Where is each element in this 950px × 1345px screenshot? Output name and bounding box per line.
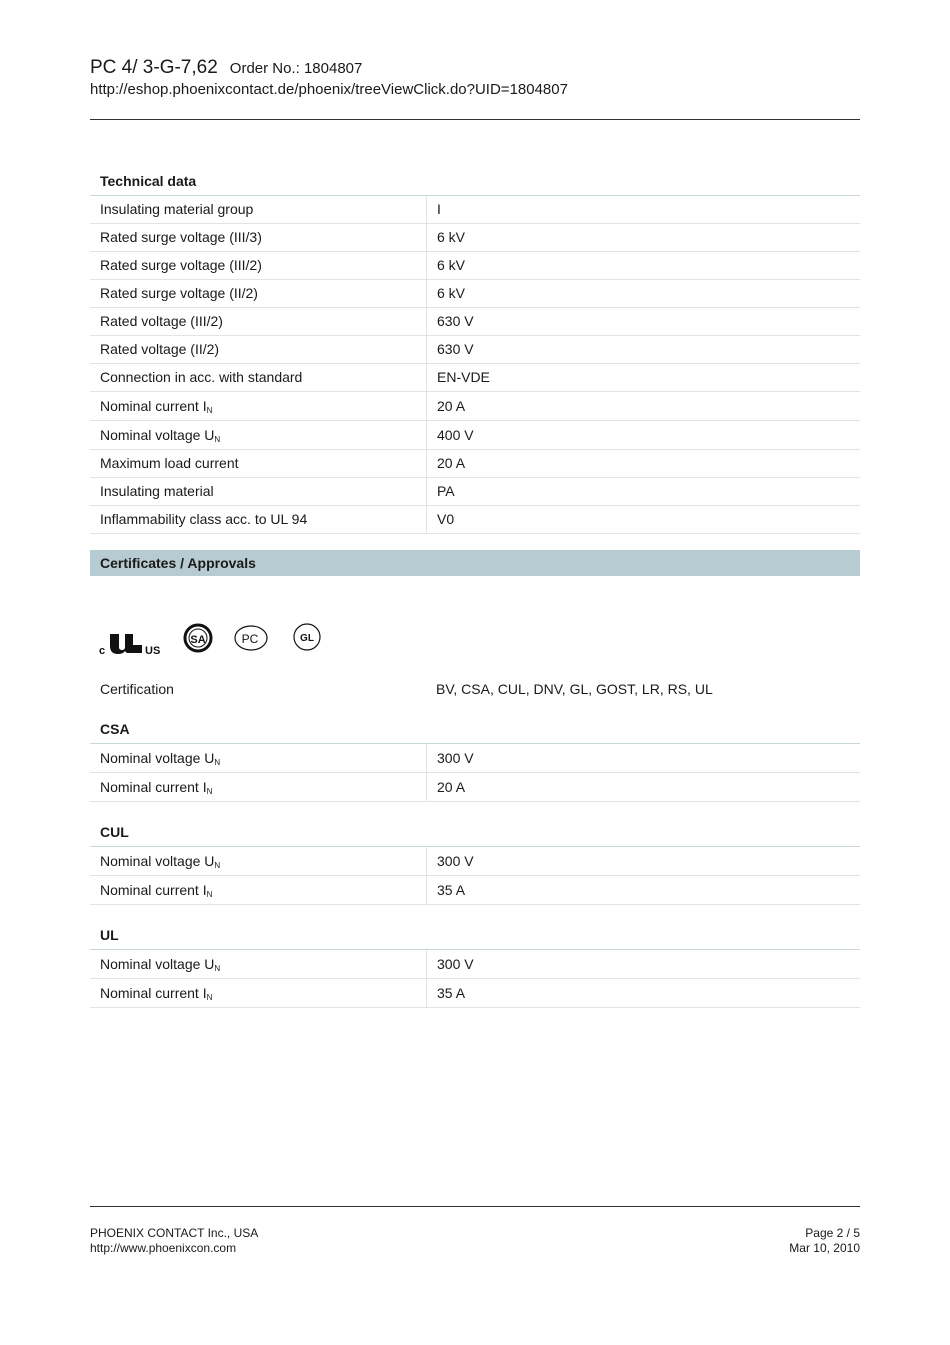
label-subscript: N bbox=[214, 758, 221, 767]
table-row bbox=[90, 308, 860, 336]
print-date: Mar 10, 2010 bbox=[789, 1241, 860, 1255]
label-subscript: N bbox=[214, 861, 221, 870]
row-label: Rated surge voltage (II/2) bbox=[90, 280, 427, 307]
approval-logos bbox=[90, 576, 860, 670]
technical-data-table bbox=[90, 196, 860, 534]
footer-right bbox=[789, 1226, 860, 1256]
row-label bbox=[90, 421, 427, 449]
technical-data-heading: Technical data bbox=[90, 167, 860, 196]
label-text: Nominal voltage U bbox=[100, 956, 215, 972]
row-value: PA bbox=[437, 483, 455, 499]
row-label bbox=[90, 950, 427, 978]
table-row bbox=[90, 506, 860, 534]
label-subscript: N bbox=[214, 964, 221, 973]
row-value: 6 kV bbox=[437, 285, 466, 301]
table-row bbox=[90, 876, 860, 905]
ul-heading: UL bbox=[90, 921, 860, 950]
row-value: 300 V bbox=[437, 853, 474, 869]
cul-us-text: US bbox=[145, 645, 161, 657]
cul-us-logo bbox=[98, 628, 162, 658]
csa-logo bbox=[183, 622, 213, 654]
table-row bbox=[90, 421, 860, 450]
row-value: 35 A bbox=[437, 882, 466, 898]
row-value: EN-VDE bbox=[437, 369, 490, 385]
label-text: Nominal voltage U bbox=[100, 853, 215, 869]
footer-divider bbox=[90, 1206, 860, 1207]
row-value: 300 V bbox=[437, 956, 474, 972]
label-text: Nominal voltage U bbox=[100, 427, 215, 443]
row-label bbox=[90, 773, 427, 801]
row-label bbox=[90, 876, 427, 904]
certification-row bbox=[90, 679, 860, 699]
row-value: 20 A bbox=[437, 779, 466, 795]
label-subscript: N bbox=[206, 890, 213, 899]
table-row bbox=[90, 364, 860, 392]
label-subscript: N bbox=[206, 787, 213, 796]
certification-value: BV, CSA, CUL, DNV, GL, GOST, LR, RS, UL bbox=[436, 681, 713, 697]
row-value: V0 bbox=[437, 511, 455, 527]
row-value: 35 A bbox=[437, 985, 466, 1001]
row-label bbox=[90, 392, 427, 420]
row-label: Insulating material group bbox=[90, 196, 427, 223]
row-label bbox=[90, 744, 427, 772]
row-label: Insulating material bbox=[90, 478, 427, 505]
row-value: 630 V bbox=[437, 341, 474, 357]
row-value: 300 V bbox=[437, 750, 474, 766]
table-row bbox=[90, 478, 860, 506]
row-value: 630 V bbox=[437, 313, 474, 329]
label-text: Nominal current I bbox=[100, 779, 207, 795]
table-row bbox=[90, 773, 860, 802]
spacer bbox=[90, 905, 860, 921]
gl-logo bbox=[292, 622, 322, 652]
row-label: Rated surge voltage (III/3) bbox=[90, 224, 427, 251]
label-text: Nominal current I bbox=[100, 398, 207, 414]
footer-left bbox=[90, 1226, 258, 1256]
row-label bbox=[90, 979, 427, 1007]
product-name: PC 4/ 3-G-7,62 bbox=[90, 57, 218, 78]
spacer bbox=[90, 699, 860, 715]
company-name: PHOENIX CONTACT Inc., USA bbox=[90, 1226, 259, 1240]
row-label: Rated voltage (III/2) bbox=[90, 308, 427, 335]
csa-text: SA bbox=[190, 634, 206, 646]
table-row bbox=[90, 196, 860, 224]
gost-logo bbox=[233, 623, 269, 653]
table-row bbox=[90, 392, 860, 421]
label-subscript: N bbox=[206, 406, 213, 415]
table-row bbox=[90, 847, 860, 876]
table-row bbox=[90, 280, 860, 308]
row-label: Inflammability class acc. to UL 94 bbox=[90, 506, 427, 533]
spacer bbox=[90, 802, 860, 818]
table-row bbox=[90, 950, 860, 979]
document-header bbox=[90, 56, 860, 100]
company-website[interactable]: http://www.phoenixcon.com bbox=[90, 1241, 237, 1255]
row-value: 20 A bbox=[437, 398, 466, 414]
cul-heading: CUL bbox=[90, 818, 860, 847]
row-label: Maximum load current bbox=[90, 450, 427, 477]
gl-text: GL bbox=[300, 633, 314, 644]
cul-c-text: c bbox=[99, 645, 106, 657]
row-value: 400 V bbox=[437, 427, 474, 443]
table-row bbox=[90, 252, 860, 280]
order-number: Order No.: 1804807 bbox=[229, 60, 363, 77]
gost-text: PC bbox=[241, 632, 259, 646]
page-number: Page 2 / 5 bbox=[805, 1226, 860, 1240]
label-subscript: N bbox=[206, 993, 213, 1002]
header-divider bbox=[90, 119, 860, 120]
table-row bbox=[90, 744, 860, 773]
csa-heading: CSA bbox=[90, 715, 860, 744]
label-subscript: N bbox=[214, 435, 221, 444]
product-url[interactable]: http://eshop.phoenixcontact.de/phoenix/treeViewClick.do?UID=1804807 bbox=[90, 81, 568, 98]
row-label bbox=[90, 847, 427, 875]
certificates-heading: Certificates / Approvals bbox=[90, 550, 860, 576]
table-row bbox=[90, 979, 860, 1008]
row-label: Rated voltage (II/2) bbox=[90, 336, 427, 363]
table-row bbox=[90, 450, 860, 478]
title-line bbox=[90, 56, 860, 81]
table-row bbox=[90, 336, 860, 364]
table-row bbox=[90, 224, 860, 252]
certification-label: Certification bbox=[100, 681, 174, 697]
label-text: Nominal voltage U bbox=[100, 750, 215, 766]
row-value: 6 kV bbox=[437, 257, 466, 273]
row-value: 6 kV bbox=[437, 229, 466, 245]
label-text: Nominal current I bbox=[100, 882, 207, 898]
row-value: I bbox=[437, 201, 441, 217]
row-label: Rated surge voltage (III/2) bbox=[90, 252, 427, 279]
row-value: 20 A bbox=[437, 455, 466, 471]
label-text: Nominal current I bbox=[100, 985, 207, 1001]
main-content bbox=[90, 167, 860, 1008]
row-label: Connection in acc. with standard bbox=[90, 364, 427, 391]
